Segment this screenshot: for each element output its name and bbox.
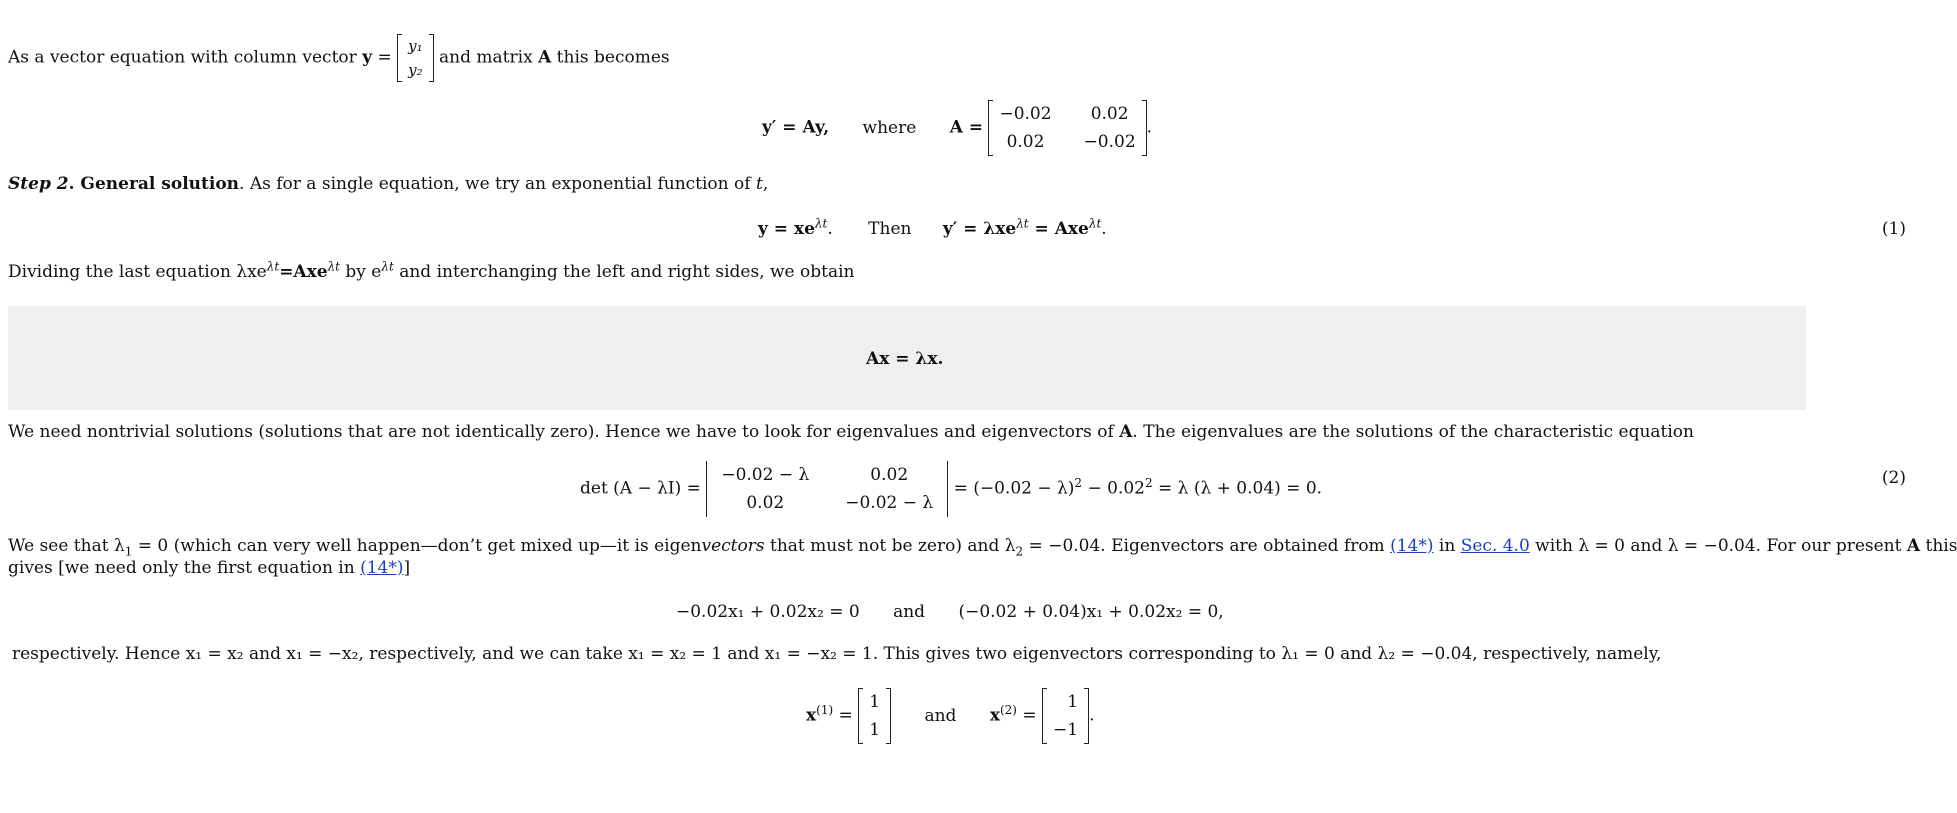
equation-number-2: (2) bbox=[1881, 468, 1906, 488]
subscript: 1 bbox=[124, 544, 133, 559]
var-t: t bbox=[755, 174, 763, 194]
period: . bbox=[1089, 705, 1095, 726]
determinant bbox=[706, 461, 948, 517]
text: and interchanging the left and right sides, we obtain bbox=[393, 262, 855, 282]
paragraph-eigenvalues-line1 bbox=[8, 536, 1957, 559]
equation-eigenvectors bbox=[806, 688, 1094, 744]
superscript: (1) bbox=[816, 702, 834, 717]
exponent: λt bbox=[1088, 216, 1102, 231]
period: . bbox=[827, 219, 833, 239]
exponent: λt bbox=[1016, 216, 1029, 231]
and-word: and bbox=[893, 602, 926, 622]
equation-system bbox=[762, 100, 1152, 156]
step-label: Step 2 bbox=[8, 174, 69, 194]
eq1-right: = Axe bbox=[1028, 219, 1089, 239]
subscript: 2 bbox=[1015, 544, 1024, 559]
vector-entry: y₁ bbox=[408, 37, 423, 55]
exponent: λt bbox=[327, 259, 341, 274]
eq2-rhs: = λ (λ + 0.04) = 0. bbox=[1152, 478, 1323, 499]
eigenvector-2 bbox=[1042, 688, 1089, 744]
text: . The eigenvalues are the solutions of the characteristic equation bbox=[1132, 422, 1694, 442]
text: in bbox=[1433, 536, 1461, 556]
text: . As for a single equation, we try an exponential function of bbox=[239, 174, 756, 194]
text: =Axe bbox=[279, 262, 328, 282]
vector-entry: 1 bbox=[869, 692, 881, 712]
eq2-rhs: = (−0.02 − λ) bbox=[953, 478, 1075, 499]
paragraph-respectively: respectively. Hence x₁ = x₂ and x₁ = −x₂, respectively, and we can take x₁ = x₂ = 1 and x₁ = −x₂ = 1. This gives two eigenvectors corresponding to λ₁ = 0 and λ₂ = −0.04, respectively, namely, bbox=[12, 644, 1662, 664]
step-title: . General solution bbox=[68, 174, 240, 194]
x-vector: x bbox=[806, 705, 817, 726]
matrix-entry: −0.02 bbox=[1083, 132, 1136, 152]
vector-entry: 1 bbox=[1067, 692, 1079, 712]
equals: = bbox=[833, 705, 853, 726]
x-vector: x bbox=[989, 705, 1000, 726]
equation-number-1: (1) bbox=[1881, 219, 1906, 239]
eq2-lhs: det (A − λI) = bbox=[580, 478, 701, 499]
eigenvector-1 bbox=[858, 688, 891, 744]
eq3-left: −0.02x₁ + 0.02x₂ = 0 bbox=[676, 602, 860, 622]
equation-2 bbox=[580, 461, 1322, 517]
then-word: Then bbox=[868, 219, 912, 239]
paragraph-vector-equation bbox=[8, 34, 670, 82]
eq2-rhs: − 0.02 bbox=[1082, 478, 1145, 499]
link-section-4-0[interactable]: Sec. 4.0 bbox=[1460, 536, 1530, 556]
vector-entry: −1 bbox=[1053, 720, 1079, 740]
link-equation-14[interactable]: (14*) bbox=[360, 558, 404, 578]
equation-lhs: y′ = Ay, bbox=[762, 117, 830, 138]
exponent: λt bbox=[266, 259, 280, 274]
text: that must not be zero) and λ bbox=[764, 536, 1016, 556]
vector-entry: 1 bbox=[869, 720, 881, 740]
paragraph-nontrivial bbox=[8, 422, 1694, 442]
equation-1 bbox=[758, 216, 1107, 239]
text: and matrix bbox=[433, 47, 539, 68]
eq3-right: (−0.02 + 0.04)x₁ + 0.02x₂ = 0, bbox=[958, 602, 1224, 622]
det-entry: 0.02 bbox=[870, 465, 909, 485]
det-entry: 0.02 bbox=[746, 493, 785, 513]
step-2-heading bbox=[8, 174, 768, 194]
exponent: 2 bbox=[1074, 475, 1083, 490]
period: . bbox=[1146, 117, 1153, 138]
vector-entry: y₂ bbox=[408, 61, 423, 79]
matrix-A bbox=[988, 100, 1146, 156]
det-entry: −0.02 − λ bbox=[845, 493, 934, 513]
equation-eigen-system bbox=[676, 602, 1224, 622]
exponent: λt bbox=[814, 216, 828, 231]
bold-A: A bbox=[538, 47, 552, 68]
eigen-equation: Ax = λx. bbox=[866, 349, 944, 369]
period: . bbox=[1101, 219, 1107, 239]
text: We see that λ bbox=[8, 536, 125, 556]
superscript: (2) bbox=[999, 702, 1017, 717]
text: ] bbox=[403, 558, 411, 578]
eq1-left: y = xe bbox=[758, 219, 815, 239]
where-word: where bbox=[862, 117, 917, 138]
text: , bbox=[762, 174, 769, 194]
link-equation-14[interactable]: (14*) bbox=[1390, 536, 1434, 556]
bold-A: A bbox=[1119, 422, 1133, 442]
text: gives [we need only the first equation in bbox=[8, 558, 361, 578]
matrix-A-label: A = bbox=[949, 117, 984, 138]
text: by e bbox=[340, 262, 382, 282]
text: this becomes bbox=[551, 47, 670, 68]
exponent: λt bbox=[381, 259, 394, 274]
equals: = bbox=[1016, 705, 1037, 726]
and-word: and bbox=[924, 705, 957, 726]
text: = −0.04. Eigenvectors are obtained from bbox=[1023, 536, 1391, 556]
italic-text: vectors bbox=[701, 536, 765, 556]
text: As a vector equation with column vector bbox=[8, 47, 363, 68]
text: = 0 (which can very well happen—don’t get mixed up—it is eigen bbox=[132, 536, 702, 556]
bold-A: A bbox=[1906, 536, 1921, 556]
det-entry: −0.02 − λ bbox=[721, 465, 810, 485]
matrix-entry: 0.02 bbox=[1006, 132, 1045, 152]
exponent: 2 bbox=[1144, 475, 1153, 490]
text: with λ = 0 and λ = −0.04. For our present bbox=[1529, 536, 1907, 556]
text: this bbox=[1920, 536, 1957, 556]
paragraph-dividing bbox=[8, 259, 855, 282]
text: We need nontrivial solutions (solutions that are not identically zero). Hence we have to look for eigenvalues and eigenvectors of bbox=[8, 422, 1120, 442]
bold-y: y bbox=[362, 47, 373, 68]
column-vector-y bbox=[397, 34, 434, 82]
paragraph-eigenvalues-line2 bbox=[8, 558, 410, 578]
eq1-right: y′ = λxe bbox=[942, 219, 1017, 239]
matrix-entry: −0.02 bbox=[999, 104, 1052, 124]
matrix-entry: 0.02 bbox=[1090, 104, 1129, 124]
equals: = bbox=[372, 47, 398, 68]
text: Dividing the last equation λxe bbox=[8, 262, 267, 282]
